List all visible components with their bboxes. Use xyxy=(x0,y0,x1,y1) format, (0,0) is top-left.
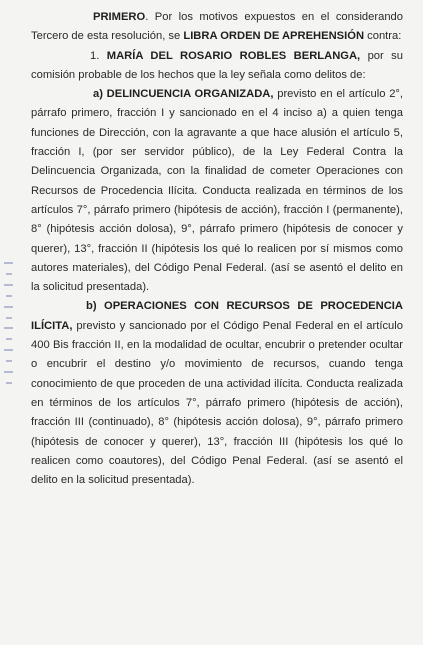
paragraph-accused xyxy=(31,47,403,86)
margin-signature-stamp xyxy=(4,262,16,384)
delincuencia-heading: a) DELINCUENCIA ORGANIZADA, xyxy=(93,88,274,101)
primero-contra: contra: xyxy=(364,30,402,43)
primero-text: . Por los motivos expuestos en el considerando Tercero de esta resolución, se xyxy=(31,11,403,43)
paragraph-primero xyxy=(31,8,403,47)
paragraph-operaciones xyxy=(31,297,403,490)
operaciones-heading: b) OPERACIONES CON RECURSOS DE PROCEDENCIA ILÍCITA, xyxy=(31,300,403,332)
primero-heading: PRIMERO xyxy=(93,11,146,23)
delincuencia-text: previsto en el artículo 2°, párrafo primero, fracción I y sancionado en el 4 inciso a) a quien tenga funciones de Dirección, con la agravante a que hace alusión el artículo 5, fracción I, (por ser servidor público), de la Ley Federal Contra la Delincuencia Organizada, con la finalidad de cometer Operaciones con Recursos de Procedencia Ilícita. Conducta realizada en términos de los artículos 7°, párrafo primero (hipótesis de acción), fracción I (permanente), 8° (hipótesis acción dolosa), 9°, párrafo primero (hipótesis de conocer y querer), 13°, fracción II (hipótesis los qué lo realicen por sí mismos como autores materiales), del Código Penal Federal. (así se asentó el delito en la solicitud presentada). xyxy=(31,88,403,294)
document-body xyxy=(31,8,403,490)
accused-number: 1. xyxy=(90,49,107,62)
accused-text: por su comisión probable de los hechos que la ley señala como delitos de: xyxy=(31,49,403,81)
operaciones-text: previsto y sancionado por el Código Penal Federal en el artículo 400 Bis fracción II, en la modalidad de ocultar, encubrir o pretender ocultar o encubrir el destino y/o movimiento de recursos, cuando tenga conocimiento de que proceden de una actividad ilícita. Conducta realizada en términos de los artículos 7°, párrafo primero (hipótesis de acción), fracción III (continuado), 8° (hipótesis acción dolosa), 9°, párrafo primero (hipótesis de conocer y querer), 13°, fracción III (hipótesis los qué lo realicen como coautores), del Código Penal Federal. (así se asentó el delito en la solicitud presentada). xyxy=(31,319,403,487)
paragraph-delincuencia xyxy=(31,85,403,297)
orden-aprehension: LIBRA ORDEN DE APREHENSIÓN xyxy=(183,30,365,43)
accused-name: MARÍA DEL ROSARIO ROBLES BERLANGA, xyxy=(106,49,361,62)
